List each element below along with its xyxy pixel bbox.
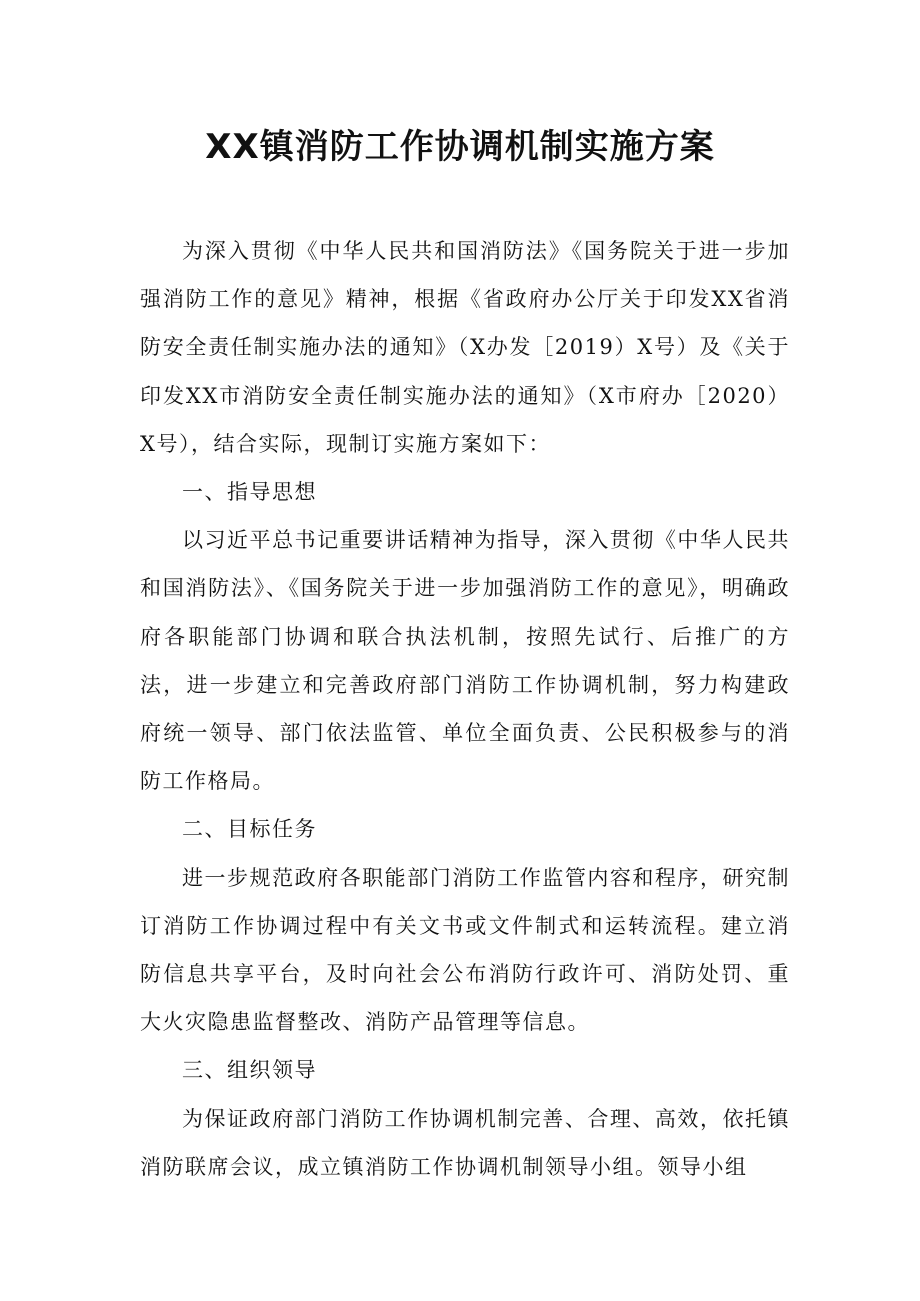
document-title: XX镇消防工作协调机制实施方案 — [205, 127, 715, 167]
section-text-organization-leadership: 为保证政府部门消防工作协调机制完善、合理、高效，依托镇消防联席会议，成立镇消防工作协调机制领导小组。领导小组 — [140, 1106, 790, 1179]
section-heading-guiding-ideology: 一、指导思想 — [182, 480, 317, 505]
document-body — [140, 227, 790, 1191]
section-text-goals-tasks: 进一步规范政府各职能部门消防工作监管内容和程序，研究制订消防工作协调过程中有关文书或文件制式和运转流程。建立消防信息共享平台，及时向社会公布消防行政许可、消防处罚、重大火灾隐患监督整改、消防产品管理等信息。 — [140, 865, 790, 1035]
section-text-guiding-ideology: 以习近平总书记重要讲话精神为指导，深入贯彻《中华人民共和国消防法》、《国务院关于进一步加强消防工作的意见》，明确政府各职能部门协调和联合执法机制，按照先试行、后推广的方法，进一步建立和完善政府部门消防工作协调机制，努力构建政府统一领导、部门依法监管、单位全面负责、公民积极参与的消防工作格局。 — [140, 528, 790, 794]
section-heading-goals-tasks: 二、目标任务 — [182, 817, 317, 842]
section-heading-organization-leadership: 三、组织领导 — [182, 1058, 317, 1083]
intro-paragraph: 为深入贯彻《中华人民共和国消防法》《国务院关于进一步加强消防工作的意见》精神，根据《省政府办公厅关于印发XX省消防安全责任制实施办法的通知》（X办发［2019）X号）及《关于印发XX市消防安全责任制实施办法的通知》（X市府办［2020）X号），结合实际，现制订实施方案如下： — [140, 239, 790, 456]
